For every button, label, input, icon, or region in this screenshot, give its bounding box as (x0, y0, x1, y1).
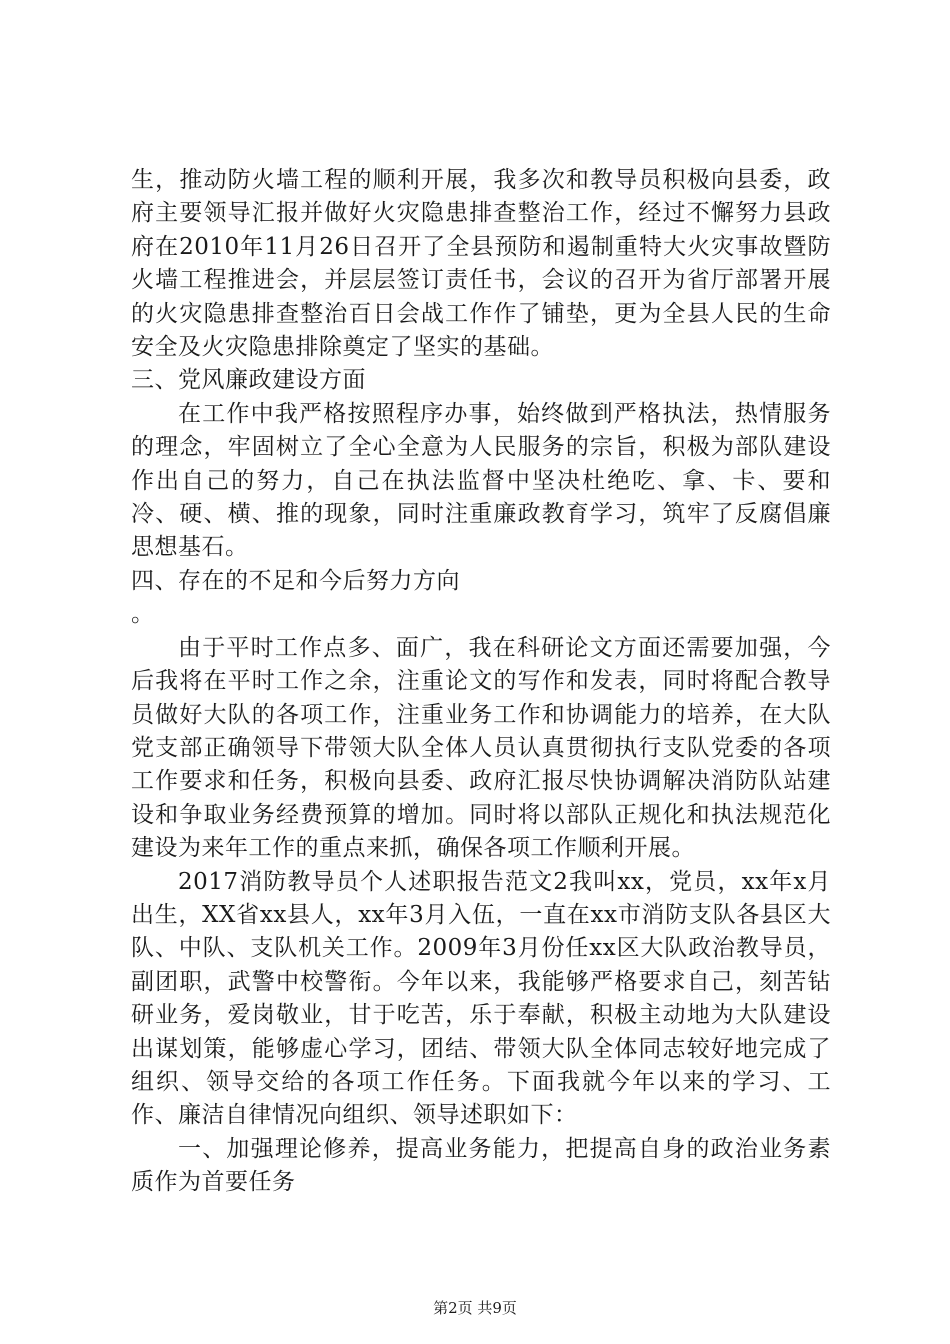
stray-period-line: 。 (131, 601, 155, 628)
heading-section-4: 四、存在的不足和今后努力方向 (131, 567, 460, 594)
page-footer: 第2页 共9页 (433, 1299, 517, 1317)
paragraph-report-2-intro: 2017消防教导员个人述职报告范文2我叫xx，党员，xx年x月出生，XX省xx县人，xx年3月入伍，一直在xx市消防支队各县区大队、中队、支队机关工作。2009年3月份任xx区大队政治教导员，副团职，武警中校警衔。今年以来，我能够严格要求自己，刻苦钻研业务，爱岗敬业，甘于吃苦，乐于奉献，积极主动地为大队建设出谋划策，能够虚心学习，团结、带领大队全体同志较好地完成了组织、领导交给的各项工作任务。下面我就今年以来的学习、工作、廉洁自律情况向组织、领导述职如下： (131, 868, 831, 1129)
paragraph-fire-wall-continuation: 生，推动防火墙工程的顺利开展，我多次和教导员积极向县委，政府主要领导汇报并做好火灾隐患排查整治工作，经过不懈努力县政府在2010年11月26日召开了全县预防和遏制重特大火灾事故暨防火墙工程推进会，并层层签订责任书，会议的召开为省厅部署开展的火灾隐患排查整治百日会战工作作了铺垫，更为全县人民的生命安全及火灾隐患排除奠定了坚实的基础。 (131, 167, 831, 361)
paragraph-shortcomings: 由于平时工作点多、面广，我在科研论文方面还需要加强，今后我将在平时工作之余，注重论文的写作和发表，同时将配合教导员做好大队的各项工作，注重业务工作和协调能力的培养，在大队党支部正确领导下带领大队全体人员认真贯彻执行支队党委的各项工作要求和任务，积极向县委、政府汇报尽快协调解决消防队站建设和争取业务经费预算的增加。同时将以部队正规化和执法规范化建设为来年工作的重点来抓，确保各项工作顺利开展。 (131, 634, 831, 862)
heading-section-1-theory: 一、加强理论修养，提高业务能力，把提高自身的政治业务素质作为首要任务 (131, 1135, 831, 1196)
document-body (131, 164, 831, 1200)
heading-section-3: 三、党风廉政建设方面 (131, 367, 366, 394)
paragraph-integrity: 在工作中我严格按照程序办事，始终做到严格执法，热情服务的理念，牢固树立了全心全意为人民服务的宗旨，积极为部队建设作出自己的努力，自己在执法监督中坚决杜绝吃、拿、卡、要和冷、硬、横、推的现象，同时注重廉政教育学习，筑牢了反腐倡廉思想基石。 (131, 400, 831, 561)
